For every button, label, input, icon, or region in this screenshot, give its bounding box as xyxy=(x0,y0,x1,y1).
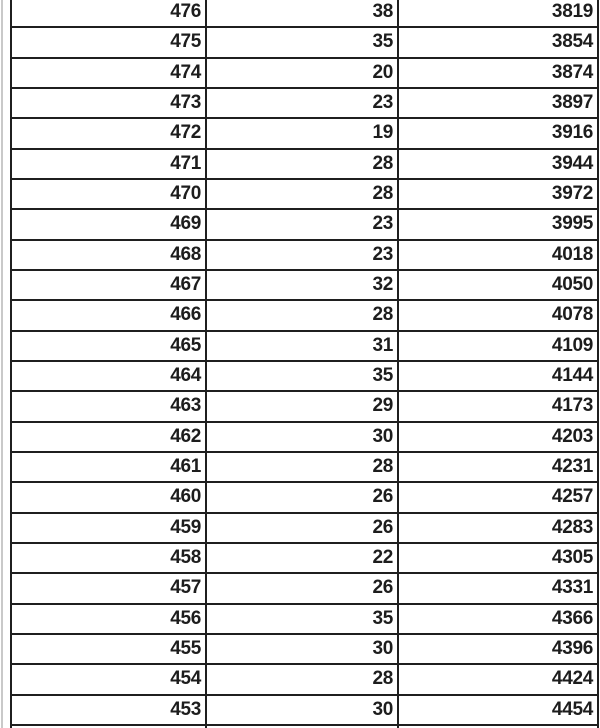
table-cell[interactable]: 3995 xyxy=(398,209,598,239)
table-cell[interactable]: 462 xyxy=(11,422,206,452)
table-cell[interactable]: 476 xyxy=(11,0,206,27)
table-cell[interactable]: 4173 xyxy=(398,391,598,421)
table-row xyxy=(11,27,598,57)
table-cell[interactable]: 456 xyxy=(11,604,206,634)
table-cell[interactable]: 463 xyxy=(11,391,206,421)
table-cell[interactable]: 4331 xyxy=(398,573,598,603)
table-row xyxy=(11,149,598,179)
table-cell[interactable]: 471 xyxy=(11,149,206,179)
table-cell[interactable]: 4283 xyxy=(398,513,598,543)
table-cell[interactable]: 464 xyxy=(11,361,206,391)
table-cell[interactable]: 467 xyxy=(11,270,206,300)
table-body xyxy=(11,0,598,728)
table-cell[interactable]: 4454 xyxy=(398,695,598,725)
table-row xyxy=(11,179,598,209)
table-cell[interactable]: 4257 xyxy=(398,482,598,512)
table-row xyxy=(11,604,598,634)
table-row xyxy=(11,695,598,725)
table-cell[interactable]: 459 xyxy=(11,513,206,543)
table-cell[interactable]: 30 xyxy=(206,634,398,664)
table-cell[interactable]: 3972 xyxy=(398,179,598,209)
table-row xyxy=(11,240,598,270)
table-cell[interactable]: 28 xyxy=(206,149,398,179)
table-cell[interactable]: 26 xyxy=(206,513,398,543)
table-cell[interactable]: 23 xyxy=(206,209,398,239)
table-cell[interactable]: 465 xyxy=(11,331,206,361)
table-cell[interactable]: 4366 xyxy=(398,604,598,634)
table-cell[interactable]: 38 xyxy=(206,0,398,27)
table-cell[interactable]: 4203 xyxy=(398,422,598,452)
table-cell[interactable]: 460 xyxy=(11,482,206,512)
table-cell[interactable]: 4305 xyxy=(398,543,598,573)
table-cell[interactable]: 469 xyxy=(11,209,206,239)
left-edge-gridline xyxy=(1,0,3,728)
table-cell[interactable]: 4018 xyxy=(398,240,598,270)
table-cell[interactable]: 3916 xyxy=(398,118,598,148)
table-row xyxy=(11,391,598,421)
table-cell[interactable]: 4396 xyxy=(398,634,598,664)
table-row xyxy=(11,0,598,27)
table-row xyxy=(11,88,598,118)
table-cell[interactable]: 3874 xyxy=(398,58,598,88)
table-cell[interactable]: 461 xyxy=(11,452,206,482)
table-row xyxy=(11,361,598,391)
table-cell[interactable]: 29 xyxy=(206,391,398,421)
table-cell[interactable]: 4078 xyxy=(398,300,598,330)
table-cell[interactable]: 475 xyxy=(11,27,206,57)
table-cell[interactable]: 3854 xyxy=(398,27,598,57)
table-cell[interactable]: 4231 xyxy=(398,452,598,482)
table-cell[interactable]: 26 xyxy=(206,482,398,512)
table-row xyxy=(11,664,598,694)
table-cell[interactable]: 35 xyxy=(206,604,398,634)
table-row xyxy=(11,452,598,482)
table-row xyxy=(11,422,598,452)
table-cell[interactable]: 19 xyxy=(206,118,398,148)
table-cell[interactable]: 4050 xyxy=(398,270,598,300)
table-cell[interactable]: 454 xyxy=(11,664,206,694)
table-cell[interactable]: 4424 xyxy=(398,664,598,694)
table-row xyxy=(11,634,598,664)
table-cell[interactable]: 457 xyxy=(11,573,206,603)
table-row xyxy=(11,209,598,239)
table-cell[interactable]: 474 xyxy=(11,58,206,88)
table-cell[interactable]: 4109 xyxy=(398,331,598,361)
table-cell[interactable]: 458 xyxy=(11,543,206,573)
table-cell[interactable]: 31 xyxy=(206,331,398,361)
table-row xyxy=(11,513,598,543)
table-cell[interactable]: 30 xyxy=(206,695,398,725)
table-cell[interactable]: 23 xyxy=(206,88,398,118)
table-cell[interactable]: 4144 xyxy=(398,361,598,391)
table-cell[interactable]: 28 xyxy=(206,452,398,482)
table-cell[interactable]: 30 xyxy=(206,422,398,452)
table-cell[interactable]: 470 xyxy=(11,179,206,209)
table-row xyxy=(11,58,598,88)
table-cell[interactable]: 26 xyxy=(206,573,398,603)
data-table xyxy=(10,0,599,728)
table-cell[interactable]: 20 xyxy=(206,58,398,88)
table-cell[interactable]: 22 xyxy=(206,543,398,573)
table-row xyxy=(11,543,598,573)
table-row xyxy=(11,573,598,603)
table-cell[interactable]: 466 xyxy=(11,300,206,330)
table-cell[interactable]: 472 xyxy=(11,118,206,148)
table-cell[interactable]: 28 xyxy=(206,179,398,209)
table-cell[interactable]: 32 xyxy=(206,270,398,300)
table-cell[interactable]: 28 xyxy=(206,300,398,330)
table-cell[interactable]: 3944 xyxy=(398,149,598,179)
table-cell[interactable]: 3819 xyxy=(398,0,598,27)
table-row xyxy=(11,118,598,148)
table-cell[interactable]: 23 xyxy=(206,240,398,270)
table-cell[interactable]: 35 xyxy=(206,361,398,391)
table-cell[interactable]: 455 xyxy=(11,634,206,664)
table-row xyxy=(11,270,598,300)
table-cell[interactable]: 468 xyxy=(11,240,206,270)
table-cell[interactable]: 28 xyxy=(206,664,398,694)
table-row xyxy=(11,482,598,512)
table-cell[interactable]: 453 xyxy=(11,695,206,725)
table-cell[interactable]: 473 xyxy=(11,88,206,118)
table-row xyxy=(11,331,598,361)
table-cell[interactable]: 3897 xyxy=(398,88,598,118)
table-row xyxy=(11,300,598,330)
table-cell[interactable]: 35 xyxy=(206,27,398,57)
